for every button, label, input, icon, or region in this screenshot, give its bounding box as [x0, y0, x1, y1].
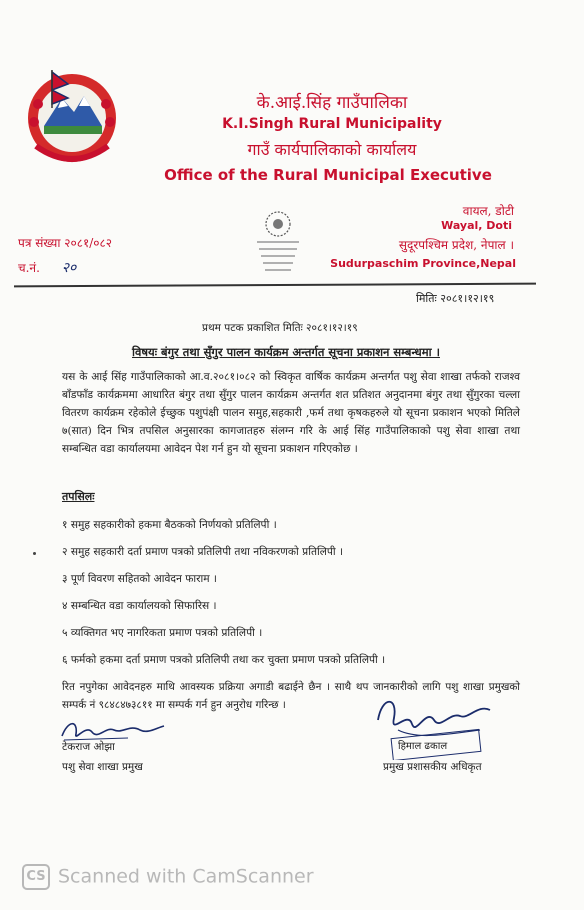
details-heading: तपसिलः	[62, 490, 95, 503]
province-nepali: सुदूरपश्चिम प्रदेश, नेपाल ।	[398, 238, 514, 252]
dispatch-number-row	[18, 258, 76, 277]
details-item: २ समुह सहकारी दर्ता प्रमाण पत्रको प्रतिलिपी तथा नविकरणको प्रतिलिपी ।	[62, 546, 344, 558]
subject-line: विषयः बंगुर तथा सुँगुर पालन कार्यक्रम अन्तर्गत सूचना प्रकाशन सम्बन्धमा ।	[132, 345, 440, 359]
office-stamp-icon	[247, 208, 309, 274]
closing-paragraph: रित नपुगेका आवेदनहरु माथि आवस्यक प्रक्रिया अगाडी बढाईने छैन । साथै थप जानकारीको लागि पशु शाखा प्रमुखको सम्पर्क नं ९८४८४७३८११ मा सम्पर्क गर्न हुन अनुरोध गरिन्छ ।	[62, 681, 520, 711]
details-item: १ समुह सहकारीको हकमा बैठकको निर्णयको प्रतिलिपी ।	[62, 519, 277, 531]
header-divider	[14, 283, 536, 288]
details-item: ३ पूर्ण विवरण सहितको आवेदन फाराम ।	[62, 573, 217, 585]
notice-body-paragraph: यस के आई सिंह गाउँपालिकाको आ.व.२०८१।०८२ को स्विकृत वार्षिक कार्यक्रम अन्तर्गत पशु सेवा शाखा तर्फको राजश्व बाँडफाँड कार्यक्रममा आधारित बंगुर तथा सुँगुर पालन कार्यक्रम अन्तर्गत शत प्रतिशत अनुदानमा बंगुर तथा सुँगुरका चल्ला वितरण कार्यक्रम रहेकोले ईच्छुक पशुपंक्षी पालन समुह,सहकारी ,फर्म तथा कृषकहरुले यो सूचना प्रकाशन भएको मितिले ७(सात) दिन भित्र तपसिल अनुसारका कागजातहरु संलग्न गरि के आई सिंह गाउँपालिकाको पशु सेवा शाखा तथा सम्बन्धित वडा कार्यालयमा आवेदन पेश गर्न हुन यो सूचना प्रकाशन गरिएकोछ ।	[62, 371, 520, 455]
signatory-left-title: पशु सेवा शाखा प्रमुख	[62, 761, 143, 773]
details-item: ५ व्यक्तिगत भए नागरिकता प्रमाण पत्रको प्रतिलिपी ।	[62, 627, 263, 639]
watermark-text: Scanned with CamScanner	[58, 865, 314, 888]
camscanner-logo-icon: CS	[22, 864, 50, 890]
stray-mark	[33, 552, 36, 555]
letter-date: मितिः २०८१।१२।१९	[416, 292, 495, 305]
camscanner-watermark	[22, 864, 314, 890]
office-name-nepali: गाउँ कार्यपालिकाको कार्यालय	[247, 140, 417, 159]
signatory-left-name: टेकराज ओझा	[62, 741, 115, 753]
address-english: Wayal, Doti	[441, 219, 512, 232]
details-item: ४ सम्बन्धित वडा कार्यालयको सिफारिस ।	[62, 600, 217, 612]
first-published-date: प्रथम पटक प्रकाशित मितिः २०८१।१२।१९	[202, 322, 358, 334]
municipality-name-english: K.I.Singh Rural Municipality	[222, 116, 442, 132]
province-english: Sudurpaschim Province,Nepal	[330, 257, 516, 270]
office-name-english: Office of the Rural Municipal Executive	[164, 166, 492, 184]
details-item: ६ फर्मको हकमा दर्ता प्रमाण पत्रको प्रतिलिपी तथा कर चुक्ता प्रमाण पत्रको प्रतिलिपी ।	[62, 654, 386, 666]
signatory-right-name: हिमाल ढकाल	[398, 741, 448, 752]
dispatch-number-handwritten: २०	[61, 260, 77, 276]
signatory-right-title: प्रमुख प्रशासकीय अधिकृत	[383, 761, 482, 773]
address-nepali: वायल, डोटी	[462, 204, 514, 218]
dispatch-number-label: च.नं.	[18, 261, 40, 275]
letter-number: पत्र संख्या २०८१/०८२	[18, 236, 112, 250]
notice-body	[62, 368, 520, 458]
municipality-name-nepali: के.आई.सिंह गाउँपालिका	[256, 93, 408, 113]
